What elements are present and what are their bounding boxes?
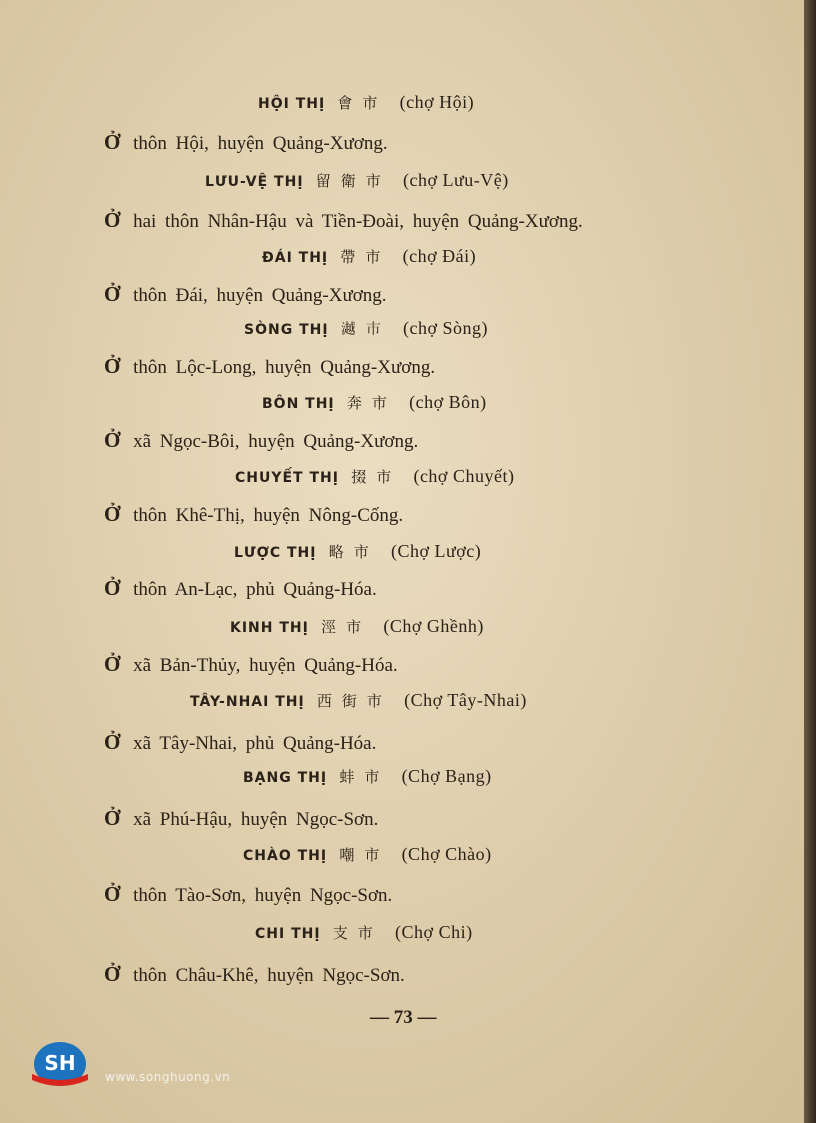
heading-romanized: BẠNG THỊ — [243, 770, 328, 786]
location-lead: Ở — [104, 730, 121, 754]
songhuong-logo-graphic — [24, 1040, 96, 1092]
location-text: thôn Châu-Khê, huyện Ngọc-Sơn. — [124, 965, 405, 986]
heading-romanized: HỘI THỊ — [258, 96, 326, 112]
heading-market-name: (chợ Hội) — [399, 92, 475, 112]
heading-romanized: CHI THỊ — [255, 926, 321, 942]
location-text: thôn Hội, huyện Quảng-Xương. — [124, 133, 388, 154]
entry-heading — [235, 466, 514, 487]
heading-romanized: CHUYẾT THỊ — [235, 470, 339, 486]
entry-heading — [230, 616, 484, 637]
entry-heading — [190, 690, 527, 711]
location-text: xã Phú-Hậu, huyện Ngọc-Sơn. — [124, 809, 379, 830]
entry-location — [104, 502, 403, 527]
heading-romanized: LƯU-VỆ THỊ — [205, 174, 304, 190]
page-edge-shadow — [804, 0, 816, 1123]
heading-market-name: (chợ Đái) — [402, 246, 477, 266]
entry-location — [104, 806, 378, 831]
heading-romanized: KINH THỊ — [230, 620, 309, 636]
heading-hanzi: 支市 — [332, 924, 383, 942]
location-text: xã Ngọc-Bôi, huyện Quảng-Xương. — [124, 431, 419, 452]
location-text: thôn Khê-Thị, huyện Nông-Cống. — [124, 505, 404, 526]
entry-location — [104, 354, 435, 379]
heading-hanzi: 西街市 — [316, 692, 392, 710]
watermark-url: www.songhuong.vn — [105, 1070, 231, 1084]
heading-market-name: (Chợ Chi) — [395, 922, 473, 942]
entry-location — [104, 652, 398, 677]
entry-heading — [244, 318, 488, 339]
location-lead: Ở — [104, 962, 121, 986]
entry-location — [104, 208, 583, 233]
heading-market-name: (Chợ Bạng) — [401, 766, 492, 786]
heading-hanzi: 留衛市 — [315, 172, 391, 190]
heading-romanized: ĐÁI THỊ — [262, 250, 329, 266]
entry-location — [104, 282, 387, 307]
entry-heading — [262, 246, 476, 267]
heading-hanzi: 奔市 — [346, 394, 397, 412]
heading-hanzi: 略市 — [328, 543, 379, 561]
location-text: thôn Tào-Sơn, huyện Ngọc-Sơn. — [124, 885, 393, 906]
heading-hanzi: 掇市 — [351, 468, 402, 486]
entry-heading — [262, 392, 487, 413]
heading-hanzi: 帶市 — [340, 248, 391, 266]
entry-location — [104, 576, 377, 601]
location-lead: Ở — [104, 208, 121, 232]
location-lead: Ở — [104, 354, 121, 378]
entry-location — [104, 730, 376, 755]
heading-market-name: (chợ Bôn) — [409, 392, 487, 412]
entry-heading — [243, 844, 492, 865]
songhuong-logo — [24, 1040, 96, 1092]
heading-market-name: (Chợ Lược) — [390, 541, 482, 561]
entry-heading — [243, 766, 492, 787]
entry-heading — [234, 541, 481, 562]
location-lead: Ở — [104, 130, 121, 154]
heading-hanzi: 涇市 — [321, 618, 372, 636]
heading-hanzi: 嘲市 — [339, 846, 390, 864]
heading-romanized: BÔN THỊ — [262, 396, 335, 412]
entry-location — [104, 962, 405, 987]
heading-market-name: (chợ Chuyết) — [413, 466, 515, 486]
location-lead: Ở — [104, 806, 121, 830]
heading-hanzi: 𣾼市 — [340, 320, 391, 338]
location-text: thôn Lộc-Long, huyện Quảng-Xương. — [124, 357, 436, 378]
heading-romanized: TÂY-NHAI THỊ — [190, 694, 305, 710]
page-number: — 73 — — [370, 1007, 437, 1028]
entry-location — [104, 428, 418, 453]
heading-market-name: (chợ Lưu-Vệ) — [403, 170, 509, 190]
entry-heading — [258, 92, 474, 113]
heading-romanized: CHÀO THỊ — [243, 848, 328, 864]
location-lead: Ở — [104, 576, 121, 600]
location-lead: Ở — [104, 882, 121, 906]
location-lead: Ở — [104, 502, 121, 526]
heading-hanzi: 會市 — [337, 94, 388, 112]
entry-heading — [205, 170, 509, 191]
location-lead: Ở — [104, 282, 121, 306]
location-lead: Ở — [104, 428, 121, 452]
heading-market-name: (Chợ Ghềnh) — [383, 616, 484, 636]
heading-hanzi: 蚌市 — [339, 768, 390, 786]
location-text: thôn An-Lạc, phủ Quảng-Hóa. — [124, 579, 377, 600]
heading-market-name: (Chợ Tây-Nhai) — [404, 690, 527, 710]
location-text: hai thôn Nhân-Hậu và Tiền-Đoài, huyện Quảng-Xương. — [124, 211, 583, 232]
location-text: xã Tây-Nhai, phủ Quảng-Hóa. — [124, 733, 377, 754]
heading-market-name: (Chợ Chào) — [401, 844, 492, 864]
location-lead: Ở — [104, 652, 121, 676]
heading-romanized: LƯỢC THỊ — [234, 545, 317, 561]
heading-market-name: (chợ Sòng) — [403, 318, 489, 338]
heading-romanized: SÒNG THỊ — [244, 322, 329, 338]
location-text: thôn Đái, huyện Quảng-Xương. — [124, 285, 387, 306]
logo-letters: SH — [44, 1051, 76, 1075]
entry-location — [104, 130, 388, 155]
location-text: xã Bản-Thủy, huyện Quảng-Hóa. — [124, 655, 398, 676]
entry-location — [104, 882, 392, 907]
entry-heading — [255, 922, 473, 943]
